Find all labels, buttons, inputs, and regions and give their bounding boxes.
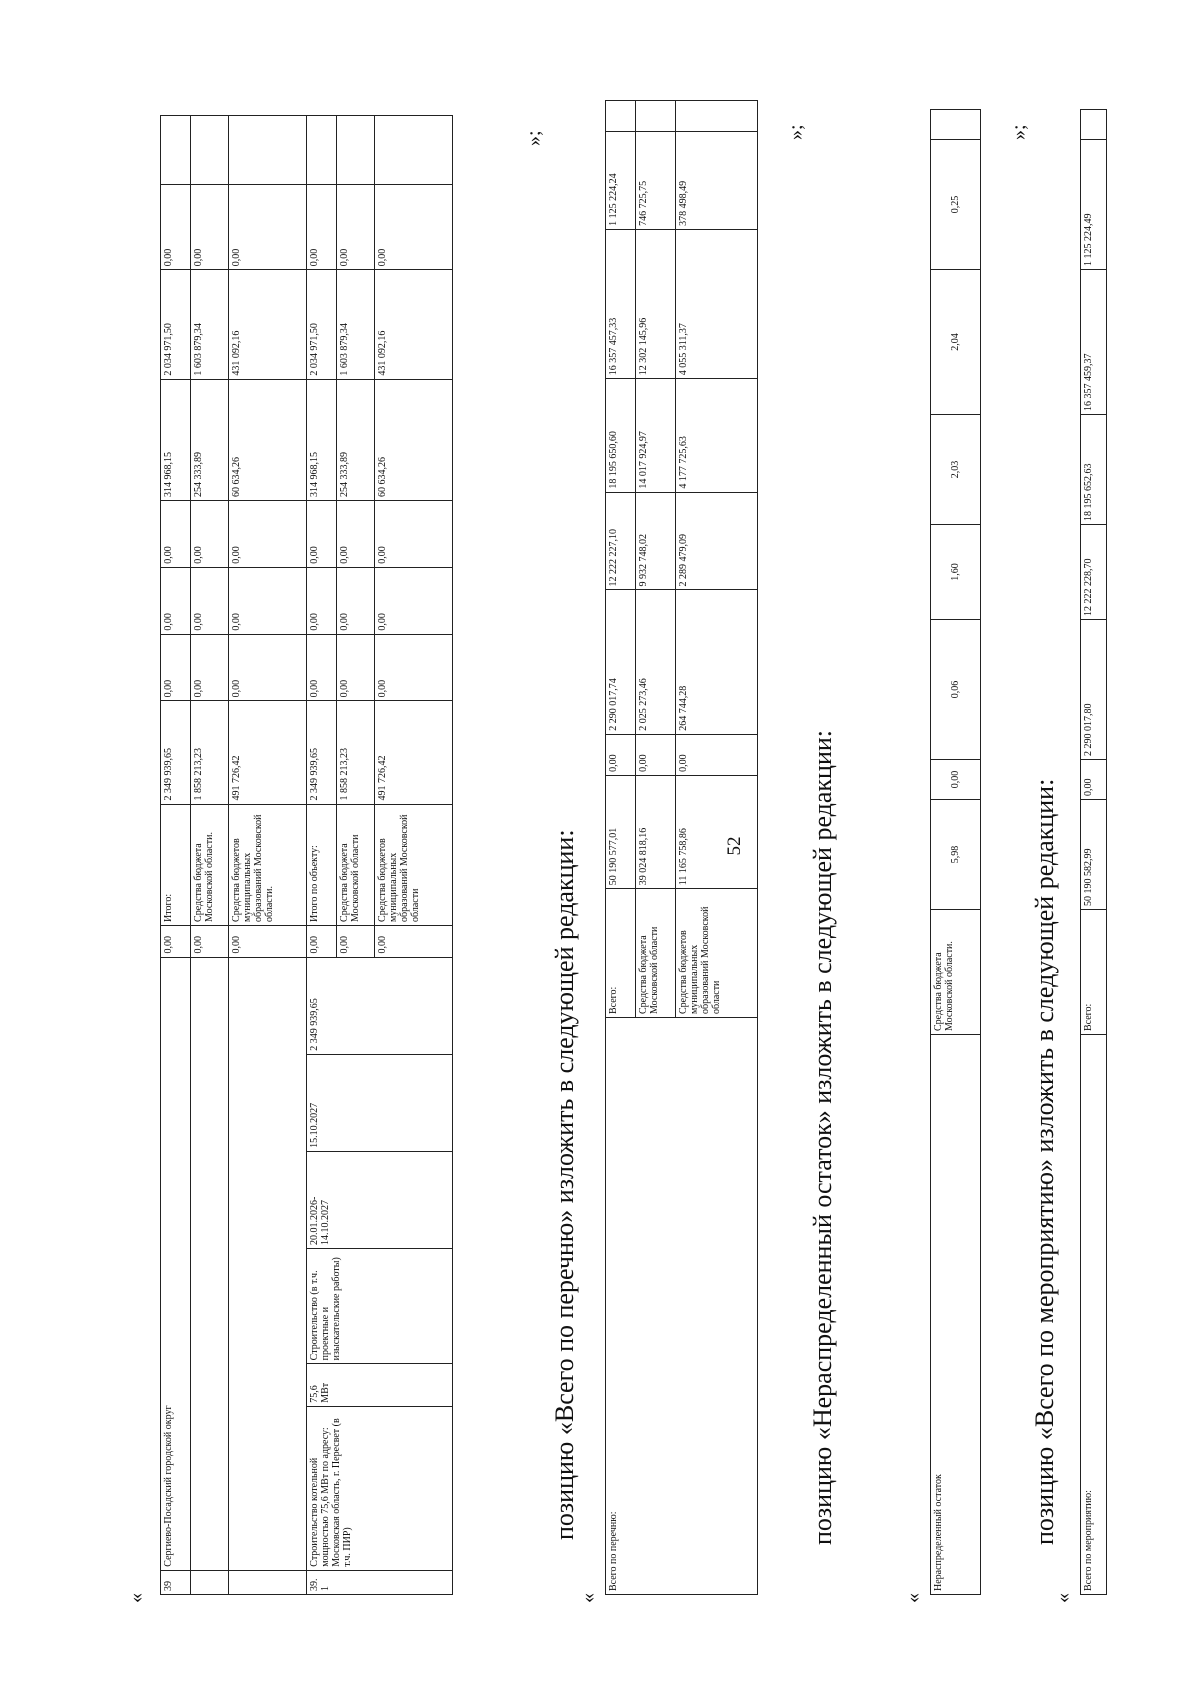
value-cell: 431 092,16 <box>229 270 307 379</box>
work-type: Строительство (в т.ч. проектные и изыскательские работы) <box>307 1248 453 1363</box>
value-cell: 60 634,26 <box>229 379 307 500</box>
value-cell: 0,00 <box>1081 760 1107 800</box>
table-3-block <box>902 109 981 1603</box>
value-cell: 0,00 <box>161 185 191 270</box>
label-cell: Всего по перечню: <box>606 1018 758 1595</box>
value-cell: 14 017 924,97 <box>636 379 676 492</box>
empty-cell <box>307 116 337 185</box>
empty-cell <box>191 1570 229 1594</box>
value-cell: 0,00 <box>375 185 453 270</box>
value-cell: 12 302 145,96 <box>636 229 676 378</box>
deadline-cell: 15.10.2027 <box>307 1054 453 1151</box>
close-quote: »; <box>785 124 807 140</box>
label-cell: Итого: <box>161 804 191 925</box>
table-row <box>229 116 307 1595</box>
value-cell: 2 034 971,50 <box>307 270 337 379</box>
value-cell: 0,00 <box>337 925 375 957</box>
region-cell: Сергиево-Посадский городской округ <box>161 957 191 1570</box>
value-cell: 314 968,15 <box>307 379 337 500</box>
value-cell: 0,00 <box>337 634 375 701</box>
table-4-block <box>1052 109 1107 1603</box>
value-cell: 0,06 <box>931 620 981 760</box>
value-cell: 16 357 459,37 <box>1081 270 1107 415</box>
label-cell: Всего по мероприятию: <box>1081 1035 1107 1595</box>
total-list-table <box>605 100 758 1595</box>
value-cell: 1 858 213,23 <box>191 701 229 804</box>
value-cell: 0,25 <box>931 140 981 270</box>
value-cell: 0,00 <box>606 734 636 775</box>
value-cell: 0,00 <box>307 501 337 568</box>
power-cell: 75,6 МВт <box>307 1364 453 1406</box>
value-cell: 254 333,89 <box>337 379 375 500</box>
object-name: Строительство котельной мощностью 75,6 МВт по адресу: Московская область, г. Пересвет (в т.ч. ПИР) <box>307 1406 453 1570</box>
value-cell: 0,00 <box>161 501 191 568</box>
value-cell: 4 177 725,63 <box>676 379 758 492</box>
empty-cell <box>636 101 676 132</box>
value-cell: 314 968,15 <box>161 379 191 500</box>
value-cell: 264 744,28 <box>676 590 758 734</box>
empty-cell <box>337 116 375 185</box>
value-cell: 2 289 479,09 <box>676 492 758 590</box>
value-cell: 0,00 <box>337 567 375 634</box>
empty-cell <box>606 101 636 132</box>
empty-cell <box>931 110 981 140</box>
value-cell: 9 932 748,02 <box>636 492 676 590</box>
heading-unallocated: позицию «Нераспределенный остаток» изложить в следующей редакции: <box>808 729 837 1545</box>
open-quote: « <box>577 1593 599 1603</box>
value-cell: 18 195 652,63 <box>1081 415 1107 525</box>
heading-total-event: позицию «Всего по мероприятию» изложить в следующей редакции: <box>1030 778 1059 1545</box>
empty-cell <box>191 957 229 1570</box>
value-cell: 0,00 <box>161 925 191 957</box>
empty-cell <box>229 957 307 1570</box>
value-cell: 0,00 <box>229 634 307 701</box>
table-row <box>931 110 981 1595</box>
value-cell: 0,00 <box>229 185 307 270</box>
table-2-block <box>577 100 758 1603</box>
table-row <box>606 101 636 1595</box>
table-row <box>1081 110 1107 1595</box>
value-cell: 0,00 <box>191 567 229 634</box>
value-cell: 0,00 <box>931 760 981 800</box>
value-cell: 0,00 <box>676 734 758 775</box>
label-cell: Итого по объекту: <box>307 804 337 925</box>
row-name: Средства бюджета Московской области <box>636 889 676 1018</box>
label-cell: Средства бюджетов муниципальных образований Московской области <box>375 804 453 925</box>
value-cell: 378 498,49 <box>676 132 758 230</box>
value-cell: 1 603 879,34 <box>337 270 375 379</box>
value-cell: 0,00 <box>191 634 229 701</box>
row-name: Всего: <box>1081 910 1107 1035</box>
close-quote: »; <box>1008 124 1030 140</box>
empty-cell <box>191 116 229 185</box>
row-name: Средства бюджетов муниципальных образований Московской области <box>676 889 758 1018</box>
open-quote: « <box>902 1593 924 1603</box>
value-cell: 0,00 <box>375 501 453 568</box>
value-cell: 0,00 <box>191 185 229 270</box>
value-cell: 0,00 <box>636 734 676 775</box>
value-cell: 2,04 <box>931 270 981 415</box>
empty-cell <box>229 116 307 185</box>
value-cell: 2,03 <box>931 415 981 525</box>
open-quote: « <box>1052 1593 1074 1603</box>
value-cell: 5,98 <box>931 800 981 910</box>
value-cell: 0,00 <box>229 501 307 568</box>
value-cell: 39 024 818,16 <box>636 775 676 888</box>
value-cell: 491 726,42 <box>229 701 307 804</box>
label-cell: Средства бюджетов муниципальных образований Московской области. <box>229 804 307 925</box>
label-cell: Нераспределенный остаток <box>931 1035 981 1595</box>
value-cell: 50 190 582,99 <box>1081 800 1107 910</box>
table-row <box>161 116 191 1595</box>
value-cell: 2 290 017,74 <box>606 590 636 734</box>
value-cell: 0,00 <box>307 634 337 701</box>
table-row <box>191 116 229 1595</box>
value-cell: 11 165 758,86 <box>676 775 758 888</box>
label-cell: Средства бюджета Московской области <box>337 804 375 925</box>
value-cell: 12 222 227,10 <box>606 492 636 590</box>
value-cell: 1 603 879,34 <box>191 270 229 379</box>
value-cell: 0,00 <box>229 925 307 957</box>
table-row <box>307 116 337 1595</box>
value-cell: 1 125 224,49 <box>1081 140 1107 270</box>
value-cell: 1,60 <box>931 525 981 620</box>
value-cell: 1 858 213,23 <box>337 701 375 804</box>
object-table <box>160 115 453 1595</box>
table-1-block <box>125 115 453 1603</box>
value-cell: 0,00 <box>191 501 229 568</box>
row-number: 39 <box>161 1570 191 1594</box>
empty-cell <box>1081 110 1107 140</box>
value-cell: 2 290 017,80 <box>1081 620 1107 760</box>
unallocated-table <box>930 109 981 1595</box>
value-cell: 491 726,42 <box>375 701 453 804</box>
value-cell: 0,00 <box>161 567 191 634</box>
empty-cell <box>375 116 453 185</box>
value-cell: 2 349 939,65 <box>307 701 337 804</box>
value-cell: 1 125 224,24 <box>606 132 636 230</box>
value-cell: 746 725,75 <box>636 132 676 230</box>
value-cell: 0,00 <box>307 925 337 957</box>
value-cell: 2 025 273,46 <box>636 590 676 734</box>
value-cell: 60 634,26 <box>375 379 453 500</box>
empty-cell <box>229 1570 307 1594</box>
value-cell: 0,00 <box>375 925 453 957</box>
page-number: 52 <box>724 836 745 856</box>
value-cell: 0,00 <box>375 567 453 634</box>
label-cell: Средства бюджета Московской области. <box>191 804 229 925</box>
value-cell: 254 333,89 <box>191 379 229 500</box>
value-cell: 0,00 <box>307 185 337 270</box>
row-name: Всего: <box>606 889 636 1018</box>
value-cell: 0,00 <box>337 501 375 568</box>
open-quote: « <box>125 1593 147 1603</box>
row-number: 39.1 <box>307 1570 453 1594</box>
value-cell: 0,00 <box>375 634 453 701</box>
value-cell: 0,00 <box>191 925 229 957</box>
value-cell: 2 349 939,65 <box>161 701 191 804</box>
value-cell: 18 195 650,60 <box>606 379 636 492</box>
value-cell: 4 055 311,37 <box>676 229 758 378</box>
dates-cell: 20.01.2026-14.10.2027 <box>307 1151 453 1248</box>
empty-cell <box>676 101 758 132</box>
value-cell: 0,00 <box>307 567 337 634</box>
value-cell: 12 222 228,70 <box>1081 525 1107 620</box>
value-cell: 0,00 <box>337 185 375 270</box>
source-cell: Средства бюджета Московской области. <box>931 910 981 1035</box>
value-cell: 50 190 577,01 <box>606 775 636 888</box>
value-cell: 2 034 971,50 <box>161 270 191 379</box>
value-cell: 16 357 457,33 <box>606 229 636 378</box>
value-cell: 0,00 <box>229 567 307 634</box>
heading-total-list: позицию «Всего по перечню» изложить в следующей редакции: <box>550 829 579 1540</box>
value-cell: 0,00 <box>161 634 191 701</box>
total-event-table <box>1080 109 1107 1595</box>
value-cell: 431 092,16 <box>375 270 453 379</box>
cost-cell: 2 349 939,65 <box>307 957 453 1054</box>
close-quote: »; <box>523 130 545 146</box>
empty-cell <box>161 116 191 185</box>
